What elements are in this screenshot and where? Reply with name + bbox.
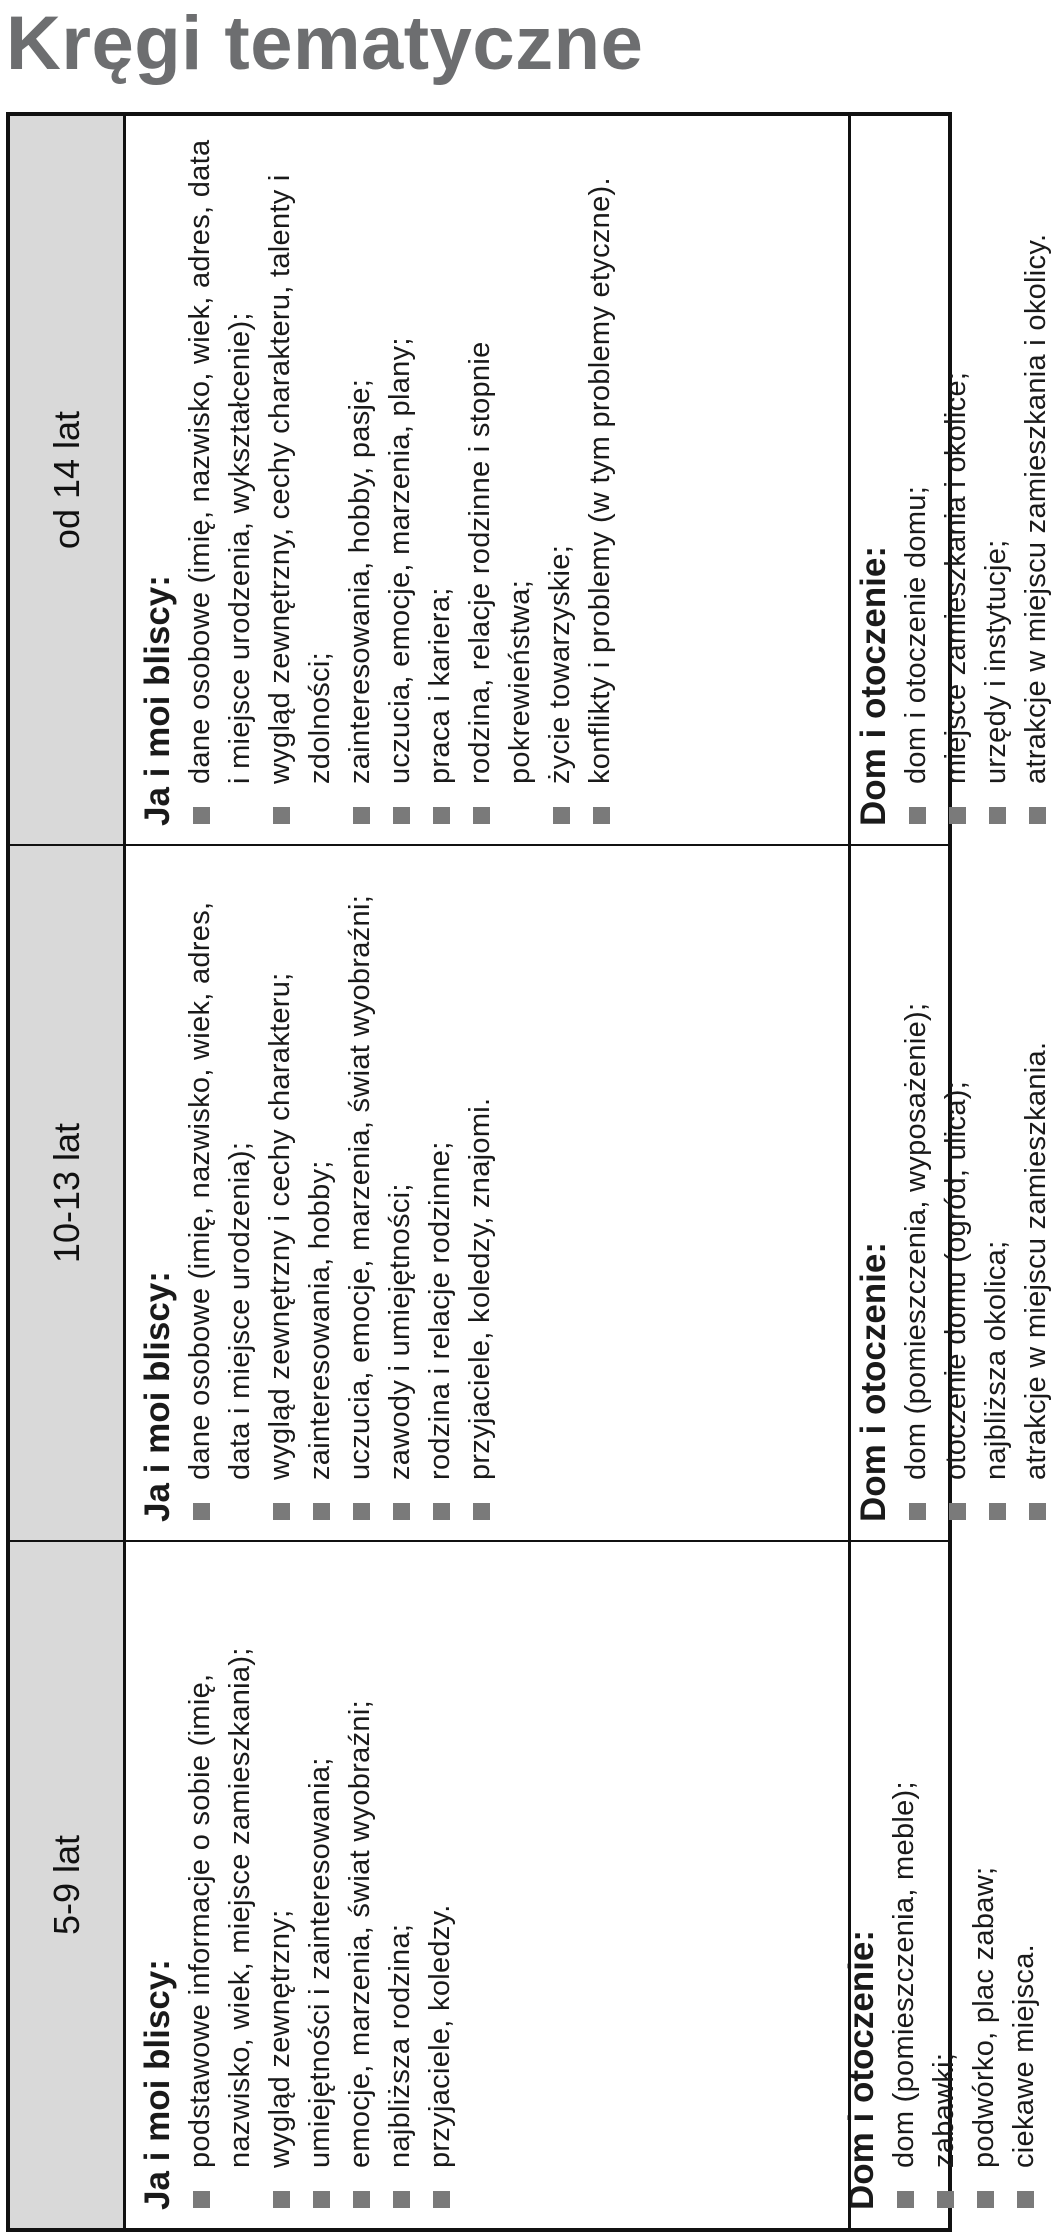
list-item bbox=[936, 864, 976, 1522]
square-bullet-icon bbox=[553, 807, 570, 824]
square-bullet-icon bbox=[949, 1503, 966, 1520]
square-bullet-icon bbox=[433, 807, 450, 824]
square-bullet-icon bbox=[909, 1503, 926, 1520]
square-bullet-icon bbox=[433, 1503, 450, 1520]
list-item bbox=[260, 134, 340, 826]
header-cell-age-5-9: 5-9 lat bbox=[10, 1540, 126, 2228]
square-bullet-icon bbox=[989, 1503, 1006, 1520]
list-item bbox=[924, 1560, 964, 2210]
square-bullet-icon bbox=[273, 2191, 290, 2208]
list-item bbox=[180, 134, 260, 826]
list-item bbox=[1016, 134, 1056, 826]
square-bullet-icon bbox=[473, 1503, 490, 1520]
list-item-text: zabawki; bbox=[928, 2052, 960, 2168]
list-item bbox=[1016, 864, 1056, 1522]
list-item-text: rodzina i relacje rodzinne; bbox=[424, 1141, 456, 1480]
section-dom-i-otoczenie bbox=[852, 864, 1056, 1522]
list-item-text: emocje, marzenia, świat wyobraźni; bbox=[344, 1700, 376, 2168]
page-title: Kręgi tematyczne bbox=[6, 1, 644, 86]
section-heading: Ja i moi bliscy: bbox=[138, 1959, 177, 2210]
list-item bbox=[896, 134, 936, 826]
topic-list bbox=[180, 1560, 460, 2210]
list-item bbox=[180, 864, 260, 1522]
list-item-text: zainteresowania, hobby; bbox=[304, 1160, 336, 1480]
list-item bbox=[420, 1560, 460, 2210]
list-item-text: uczucia, emocje, marzenia, plany; bbox=[384, 337, 416, 784]
list-item-text: atrakcje w miejscu zamieszkania i okolicy. bbox=[1020, 233, 1052, 784]
header-cell-age-14-plus: od 14 lat bbox=[10, 116, 126, 844]
list-item bbox=[936, 134, 976, 826]
square-bullet-icon bbox=[273, 807, 290, 824]
list-item bbox=[976, 134, 1016, 826]
square-bullet-icon bbox=[1017, 2191, 1034, 2208]
square-bullet-icon bbox=[313, 1503, 330, 1520]
square-bullet-icon bbox=[473, 807, 490, 824]
list-item-text: życie towarzyskie; bbox=[544, 544, 576, 784]
list-item-text: zawody i umiejętności; bbox=[384, 1183, 416, 1480]
list-item-text: ciekawe miejsca. bbox=[1008, 1944, 1040, 2168]
list-item-text: konflikty i problemy (w tym problemy etyczne). bbox=[584, 177, 616, 784]
list-item bbox=[896, 864, 936, 1522]
list-item-text: przyjaciele, koledzy, znajomi. bbox=[464, 1097, 496, 1480]
list-item bbox=[380, 1560, 420, 2210]
list-item-text: najbliższa rodzina; bbox=[384, 1923, 416, 2168]
square-bullet-icon bbox=[353, 1503, 370, 1520]
square-bullet-icon bbox=[909, 807, 926, 824]
list-item bbox=[420, 864, 460, 1522]
square-bullet-icon bbox=[1029, 807, 1046, 824]
list-item-text: wygląd zewnętrzny; bbox=[264, 1909, 296, 2168]
list-item bbox=[300, 864, 340, 1522]
list-item-text: miejsce zamieszkania i okolice; bbox=[940, 371, 972, 784]
list-item-text: dom (pomieszczenia, wyposażenie); bbox=[900, 1002, 932, 1480]
list-item-text: otoczenie domu (ogród, ulica); bbox=[940, 1080, 972, 1480]
square-bullet-icon bbox=[193, 1503, 210, 1520]
themes-table bbox=[6, 112, 1052, 2232]
square-bullet-icon bbox=[353, 807, 370, 824]
list-item-text: wygląd zewnętrzny i cechy charakteru; bbox=[264, 972, 296, 1480]
row-divider bbox=[848, 112, 851, 2232]
square-bullet-icon bbox=[353, 2191, 370, 2208]
column-cell-age-14-plus bbox=[126, 116, 1052, 844]
square-bullet-icon bbox=[393, 807, 410, 824]
list-item-text: praca i kariera; bbox=[424, 587, 456, 784]
list-item-text: atrakcje w miejscu zamieszkania. bbox=[1020, 1041, 1052, 1480]
list-item bbox=[380, 134, 420, 826]
section-ja-i-moi-bliscy bbox=[136, 1560, 460, 2210]
list-item bbox=[420, 134, 460, 826]
list-item-text: rodzina, relacje rodzinne i stopnie pokrewieństwa; bbox=[464, 341, 536, 784]
square-bullet-icon bbox=[897, 2191, 914, 2208]
square-bullet-icon bbox=[989, 807, 1006, 824]
list-item bbox=[260, 864, 300, 1522]
list-item bbox=[964, 1560, 1004, 2210]
list-item bbox=[180, 1560, 260, 2210]
section-heading: Ja i moi bliscy: bbox=[138, 1271, 177, 1522]
list-item bbox=[340, 864, 380, 1522]
list-item bbox=[884, 1560, 924, 2210]
list-item-text: uczucia, emocje, marzenia, świat wyobraźni; bbox=[344, 894, 376, 1480]
square-bullet-icon bbox=[949, 807, 966, 824]
section-ja-i-moi-bliscy bbox=[136, 864, 500, 1522]
topic-list bbox=[896, 864, 1056, 1522]
list-item-text: urzędy i instytucje; bbox=[980, 539, 1012, 784]
section-heading: Ja i moi bliscy: bbox=[138, 575, 177, 826]
list-item bbox=[340, 1560, 380, 2210]
square-bullet-icon bbox=[593, 807, 610, 824]
square-bullet-icon bbox=[977, 2191, 994, 2208]
column-cell-age-5-9 bbox=[126, 1540, 1040, 2228]
section-heading: Dom i otoczenie: bbox=[854, 545, 893, 826]
square-bullet-icon bbox=[433, 2191, 450, 2208]
section-heading: Dom i otoczenie: bbox=[854, 1241, 893, 1522]
square-bullet-icon bbox=[193, 807, 210, 824]
list-item bbox=[580, 134, 620, 826]
list-item-text: dane osobowe (imię, nazwisko, wiek, adres, data i miejsce urodzenia); bbox=[184, 901, 256, 1480]
list-item-text: podwórko, plac zabaw; bbox=[968, 1866, 1000, 2168]
list-item-text: dom (pomieszczenia, meble); bbox=[888, 1781, 920, 2168]
rotated-table-wrapper bbox=[6, 112, 1052, 2232]
square-bullet-icon bbox=[937, 2191, 954, 2208]
square-bullet-icon bbox=[393, 1503, 410, 1520]
square-bullet-icon bbox=[1029, 1503, 1046, 1520]
square-bullet-icon bbox=[313, 2191, 330, 2208]
list-item bbox=[300, 1560, 340, 2210]
list-item-text: umiejętności i zainteresowania; bbox=[304, 1757, 336, 2168]
list-item bbox=[460, 134, 540, 826]
square-bullet-icon bbox=[193, 2191, 210, 2208]
topic-list bbox=[896, 134, 1056, 826]
section-dom-i-otoczenie bbox=[840, 1560, 1044, 2210]
list-item bbox=[260, 1560, 300, 2210]
list-item-text: dom i otoczenie domu; bbox=[900, 485, 932, 784]
topic-list bbox=[180, 134, 620, 826]
column-cell-age-10-13 bbox=[126, 844, 1052, 1540]
list-item bbox=[1004, 1560, 1044, 2210]
list-item-text: zainteresowania, hobby, pasje; bbox=[344, 378, 376, 784]
list-item-text: przyjaciele, koledzy. bbox=[424, 1904, 456, 2168]
section-heading: Dom i otoczenie: bbox=[842, 1929, 881, 2210]
square-bullet-icon bbox=[393, 2191, 410, 2208]
list-item bbox=[380, 864, 420, 1522]
section-ja-i-moi-bliscy bbox=[136, 134, 620, 826]
section-dom-i-otoczenie bbox=[852, 134, 1056, 826]
topic-list bbox=[884, 1560, 1044, 2210]
list-item-text: najbliższa okolica; bbox=[980, 1240, 1012, 1480]
list-item-text: wygląd zewnętrzny, cechy charakteru, talenty i zdolności; bbox=[264, 174, 336, 784]
header-cell-age-10-13: 10-13 lat bbox=[10, 844, 126, 1540]
topic-list bbox=[180, 864, 500, 1522]
list-item-text: podstawowe informacje o sobie (imię, nazwisko, wiek, miejsce zamieszkania); bbox=[184, 1647, 256, 2168]
list-item bbox=[340, 134, 380, 826]
list-item bbox=[460, 864, 500, 1522]
list-item bbox=[540, 134, 580, 826]
list-item bbox=[976, 864, 1016, 1522]
list-item-text: dane osobowe (imię, nazwisko, wiek, adres, data i miejsce urodzenia, wykształcenie); bbox=[184, 139, 256, 784]
square-bullet-icon bbox=[273, 1503, 290, 1520]
